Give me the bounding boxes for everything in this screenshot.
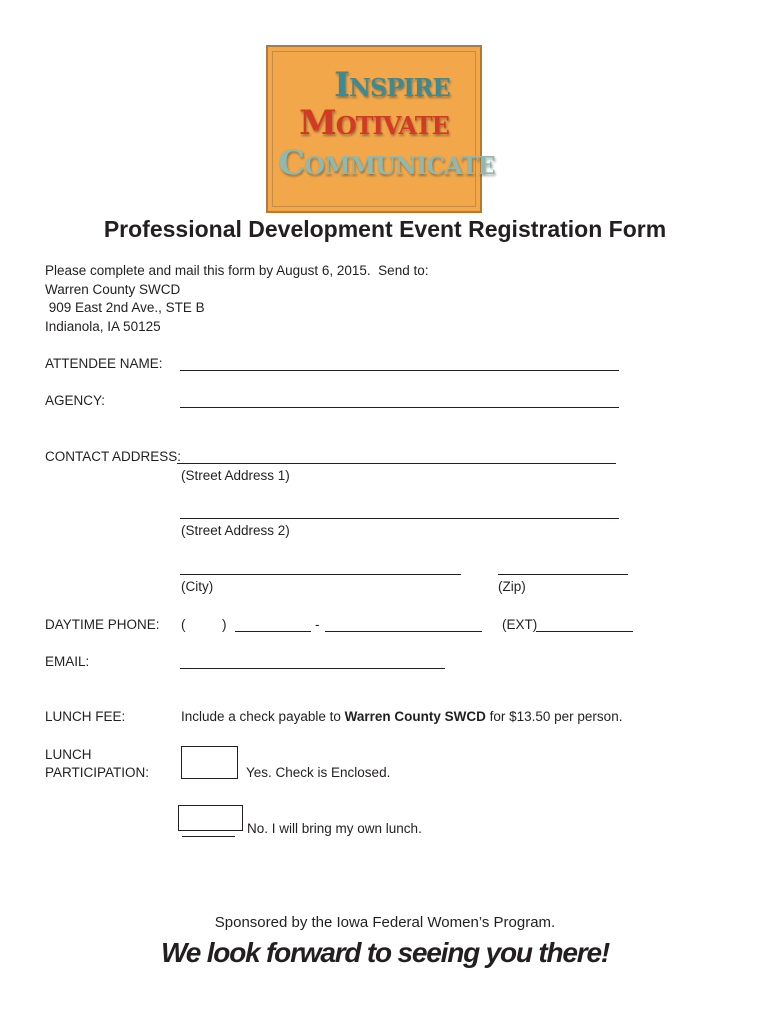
intro-city-state: Indianola, IA 50125: [45, 318, 161, 334]
street-address-1-caption: (Street Address 1): [181, 468, 290, 483]
logo-line-inspire: Inspire: [334, 65, 450, 105]
agency-field[interactable]: [180, 407, 619, 408]
phone-line-field[interactable]: [325, 631, 482, 632]
intro-recipient: Warren County SWCD: [45, 281, 181, 297]
intro-street: 909 East 2nd Ave., STE B: [45, 300, 205, 315]
closing-message: We look forward to seeing you there!: [161, 937, 609, 968]
phone-dash: -: [315, 617, 320, 632]
zip-field[interactable]: [498, 574, 628, 575]
logo-line-communicate: Communicate: [278, 143, 495, 183]
attendee-name-field[interactable]: [180, 370, 619, 371]
lunch-no-option: No. I will bring my own lunch.: [247, 821, 422, 836]
lunch-fee-suffix: for $13.50 per person.: [485, 709, 623, 724]
lunch-participation-label-1: LUNCH: [45, 747, 92, 762]
lunch-fee-text: [181, 709, 622, 724]
phone-prefix-field[interactable]: [235, 631, 311, 632]
street-address-1-field[interactable]: [177, 463, 616, 464]
sponsor-note: Sponsored by the Iowa Federal Women’s Program.: [214, 914, 556, 931]
street-address-2-caption: (Street Address 2): [181, 523, 290, 538]
city-field[interactable]: [180, 574, 461, 575]
street-address-2-field[interactable]: [180, 518, 619, 519]
zip-caption: (Zip): [498, 579, 526, 594]
lunch-fee-prefix: Include a check payable to: [181, 709, 345, 724]
lunch-fee-payee: Warren County SWCD: [344, 709, 486, 724]
daytime-phone-label: DAYTIME PHONE:: [45, 617, 160, 632]
intro-instructions: Please complete and mail this form by August 6, 2015. Send to:: [45, 263, 429, 278]
lunch-no-checkbox[interactable]: [178, 805, 243, 831]
contact-address-label: CONTACT ADDRESS:: [45, 449, 182, 464]
city-caption: (City): [181, 579, 214, 594]
lunch-yes-option: Yes. Check is Enclosed.: [246, 765, 391, 780]
email-field[interactable]: [180, 668, 445, 669]
ext-field[interactable]: [536, 631, 633, 632]
lunch-participation-label-2: PARTICIPATION:: [45, 765, 150, 780]
form-title: Professional Development Event Registration Form: [103, 216, 667, 242]
email-label: EMAIL:: [45, 654, 90, 669]
attendee-name-label: ATTENDEE NAME:: [45, 356, 163, 371]
ext-label: (EXT): [502, 617, 538, 632]
lunch-no-underline: [182, 836, 235, 837]
lunch-yes-checkbox[interactable]: [181, 746, 238, 779]
logo-line-motivate: Motivate: [299, 103, 449, 143]
intro-block: [45, 262, 428, 336]
agency-label: AGENCY:: [45, 393, 106, 408]
phone-area-close: ): [222, 617, 227, 632]
phone-area-open: (: [181, 617, 186, 632]
lunch-fee-label: LUNCH FEE:: [45, 709, 126, 724]
logo: [266, 45, 495, 213]
